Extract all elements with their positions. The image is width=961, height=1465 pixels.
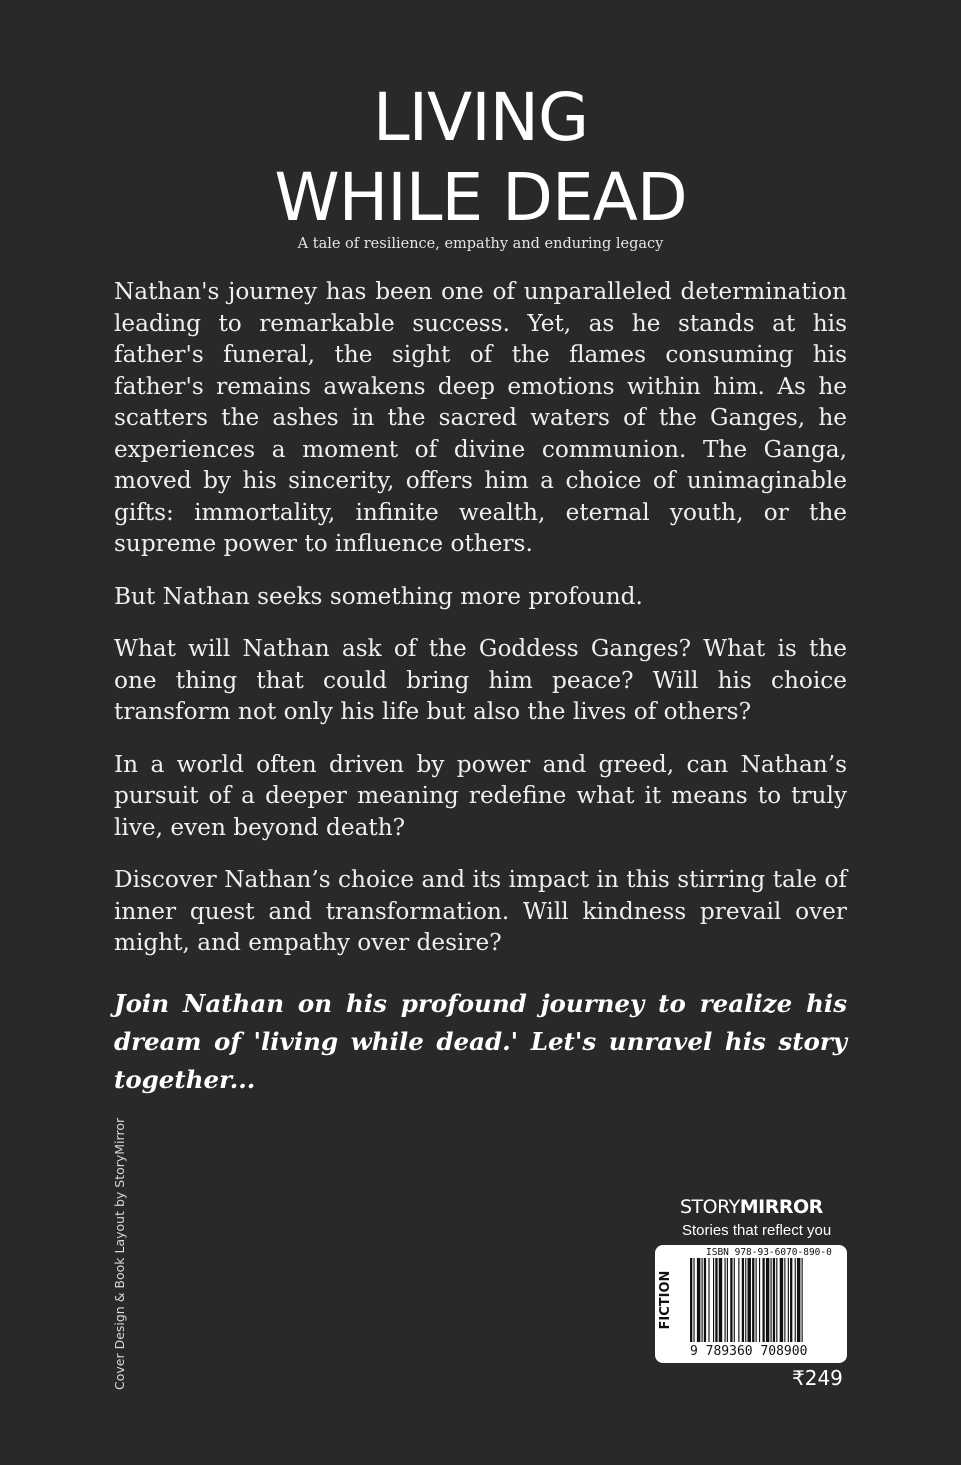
title-line-1: LIVING <box>372 79 589 156</box>
call-to-action: Join Nathan on his profound journey to realize his dream of 'living while dead.' Let's unravel his story together... <box>114 988 847 1094</box>
barcode-bar <box>795 1258 796 1342</box>
barcode-bar <box>759 1258 760 1342</box>
barcode-bar <box>725 1258 726 1342</box>
barcode-bar <box>802 1258 803 1342</box>
blurb-paragraph-2: But Nathan seeks something more profound. <box>114 582 643 610</box>
blurb <box>114 276 847 1120</box>
barcode-bar <box>713 1258 714 1342</box>
barcode-bar <box>690 1258 692 1342</box>
title-line-2: WHILE DEAD <box>274 159 687 236</box>
barcode-icon <box>688 1258 844 1344</box>
barcode-bar <box>727 1258 728 1342</box>
tagline: A tale of resilience, empathy and enduring legacy <box>297 236 664 252</box>
publisher-logo <box>680 1196 823 1218</box>
blurb-paragraph-1: Nathan's journey has been one of unparalleled determination leading to remarkable success. Yet, as he stands at his father's funeral, the sight of the flames consuming his father's remains awakens deep emotions within him. As he scatters the ashes in the sacred waters of the Ganges, he experiences a moment of divine communion. The Ganga, moved by his sincerity, offers him a choice of unimaginable gifts: immortality, infinite wealth, eternal youth, or the supreme power to influence others. <box>114 278 847 557</box>
barcode-bar <box>693 1258 694 1342</box>
publisher-name-light: STORY <box>680 1196 740 1218</box>
barcode-bar <box>715 1258 717 1342</box>
barcode-bar <box>697 1258 700 1342</box>
barcode-bar <box>704 1258 706 1342</box>
barcode-bar <box>756 1258 757 1342</box>
barcode-bar <box>734 1258 735 1342</box>
barcode-bar <box>748 1258 751 1342</box>
blurb-paragraph-4: In a world often driven by power and greed, can Nathan’s pursuit of a deeper meaning redefine what it means to truly live, even beyond death? <box>114 750 847 841</box>
blurb-paragraph-3: What will Nathan ask of the Goddess Ganges? What is the one thing that could bring him peace? Will his choice transform not only his life but also the lives of others? <box>114 635 847 725</box>
barcode-bar <box>766 1258 769 1342</box>
barcode-bar <box>776 1258 777 1342</box>
barcode-bar <box>784 1258 785 1342</box>
barcode-bar <box>742 1258 744 1342</box>
barcode-bar <box>790 1258 792 1342</box>
barcode-bar <box>788 1258 789 1342</box>
barcode-bar <box>738 1258 739 1342</box>
publisher-slogan: Stories that reflect you <box>682 1222 832 1239</box>
barcode-bar <box>771 1258 772 1342</box>
barcode-bar <box>752 1258 754 1342</box>
price: ₹249 <box>792 1366 843 1390</box>
barcode-bar <box>773 1258 775 1342</box>
barcode-bar <box>730 1258 732 1342</box>
barcode-bar <box>762 1258 764 1342</box>
genre-label: FICTION <box>658 1270 673 1330</box>
barcode-bar <box>702 1258 703 1342</box>
design-credit: Cover Design & Book Layout by StoryMirror <box>112 1117 127 1390</box>
blurb-paragraph-5: Discover Nathan’s choice and its impact in this stirring tale of inner quest and transformation. Will kindness prevail over might, and empathy over desire? <box>114 866 847 956</box>
barcode-bar <box>719 1258 722 1342</box>
barcode-bar <box>745 1258 746 1342</box>
publisher-name-bold: MIRROR <box>739 1196 823 1218</box>
barcode-bar <box>780 1258 783 1342</box>
barcode-bar <box>708 1258 709 1342</box>
book-title <box>0 78 961 238</box>
barcode-bar <box>797 1258 800 1342</box>
barcode-digits: 9 789360 708900 <box>690 1344 808 1359</box>
isbn-label: ISBN 978-93-6070-890-0 <box>706 1247 832 1258</box>
